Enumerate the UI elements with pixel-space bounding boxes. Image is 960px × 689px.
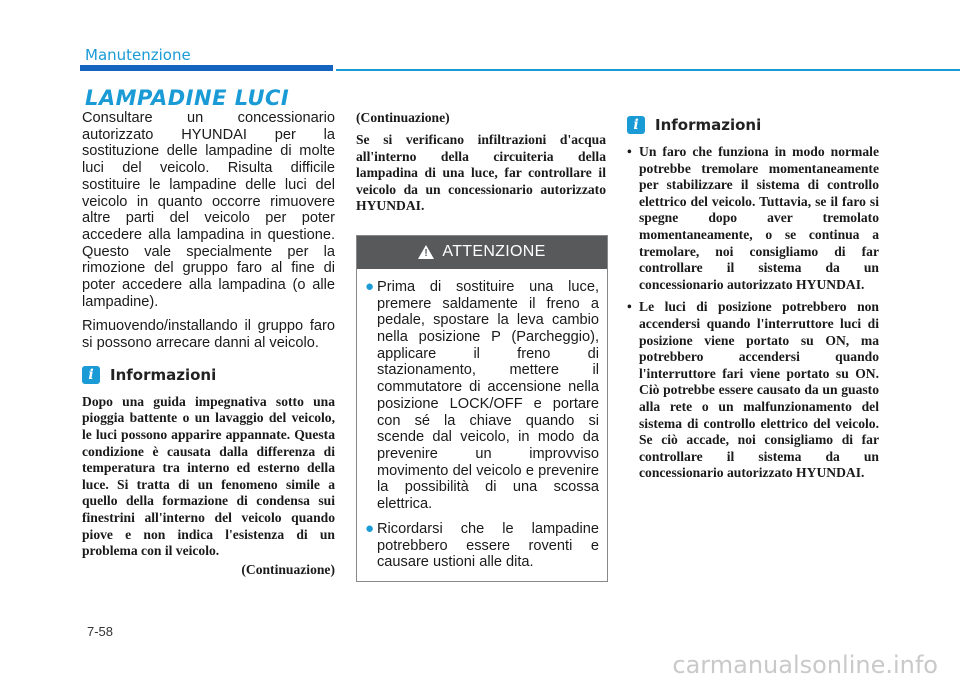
warning-box <box>356 235 608 582</box>
info-icon: i <box>82 366 100 384</box>
damage-paragraph: Rimuovendo/installando il gruppo faro si possono arrecare danni al veicolo. <box>82 318 335 352</box>
warning-item: ● Ricordarsi che le lampadine potrebbero essere roventi e causare ustioni alle dita. <box>365 519 599 571</box>
info-heading <box>627 116 879 134</box>
warning-item: ● Prima di sostituire una luce, premere saldamente il freno a pedale, spostare la leva cambio nella posizione P (Parcheggio), applicare il freno di stazionamento, mettere il commutatore di accensione nella posizione LOCK/OFF e portare con sé la chiave quando si scende dal veicolo, in modo da prevenire un improvviso movimento del veicolo e prevenire la possibilità di una scossa elettrica. <box>365 277 599 513</box>
header-rule-light <box>336 69 960 71</box>
warning-body <box>357 269 607 581</box>
water-infiltration-text: Se si verificano infiltrazioni d'acqua all'interno della circuiteria della lampadina di una luce, far controllare il veicolo da un concessionario autorizzato HYUNDAI. <box>356 132 606 214</box>
watermark: carmanualsonline.info <box>672 651 938 679</box>
info-text: Dopo una guida impegnativa sotto una pioggia battente o un lavaggio del veicolo, le luci possono apparire appannate. Questa condizione è causata dalla differenza di temperatura tra interno ed esterno della luce. Si tratta di un fenomeno simile a quello della formazione di condensa sui finestrini all'interno del veicolo quando piove e non indica l'esistenza di un problema con il veicolo. <box>82 393 335 559</box>
header-rule-dark <box>80 65 333 71</box>
warning-triangle-icon: ! <box>418 245 434 259</box>
info-heading <box>82 366 335 384</box>
info-bullet-list <box>627 144 879 482</box>
list-item: • Le luci di posizione potrebbero non accendersi quando l'interruttore luci di posizione viene portato su ON, ma potrebbero accendersi quando l'interruttore fari viene portato su ON. Ciò potrebbe essere causato da un guasto alla rete o un malfunzionamento del sistema di controllo elettrico del veicolo. Se ciò accade, noi consigliamo di far controllare il sistema da un concessionario autorizzato HYUNDAI. <box>627 299 879 481</box>
info-icon: i <box>627 116 645 134</box>
info-title: Informazioni <box>655 116 762 134</box>
list-item: • Un faro che funziona in modo normale potrebbe tremolare momentaneamente per stabilizzare il sistema di controllo elettrico del veicolo. Tuttavia, se il faro si spegne dopo aver tremolato momentaneamente, o se continua a tremolare, noi consigliamo di far controllare il sistema da un concessionario autorizzato HYUNDAI. <box>627 144 879 292</box>
column-right <box>627 116 879 488</box>
bullet-icon: ● <box>365 519 375 537</box>
intro-paragraph: Consultare un concessionario autorizzato HYUNDAI per la sostituzione delle lampadine di molte luci del veicolo. Risulta difficile sostituire le lampadine delle luci del veicolo in quanto occorre rimuovere altre parti del veicolo per poter accedere alla lampadina in questione. Questo vale specialmente per la rimozione del gruppo faro al fine di poter accedere alla lampadina (o alle lampadine). <box>82 110 335 310</box>
bullet-icon: ● <box>365 277 375 295</box>
warning-title: ATTENZIONE <box>442 243 546 261</box>
continued-label: (Continuazione) <box>356 110 450 125</box>
page-title: LAMPADINE LUCI <box>85 86 290 110</box>
column-middle <box>356 110 606 582</box>
warning-header <box>357 236 607 269</box>
continued-label: (Continuazione) <box>241 561 335 577</box>
column-left <box>82 110 335 578</box>
info-title: Informazioni <box>110 365 217 384</box>
page-number: 7-58 <box>87 624 114 639</box>
section-label: Manutenzione <box>85 46 191 64</box>
